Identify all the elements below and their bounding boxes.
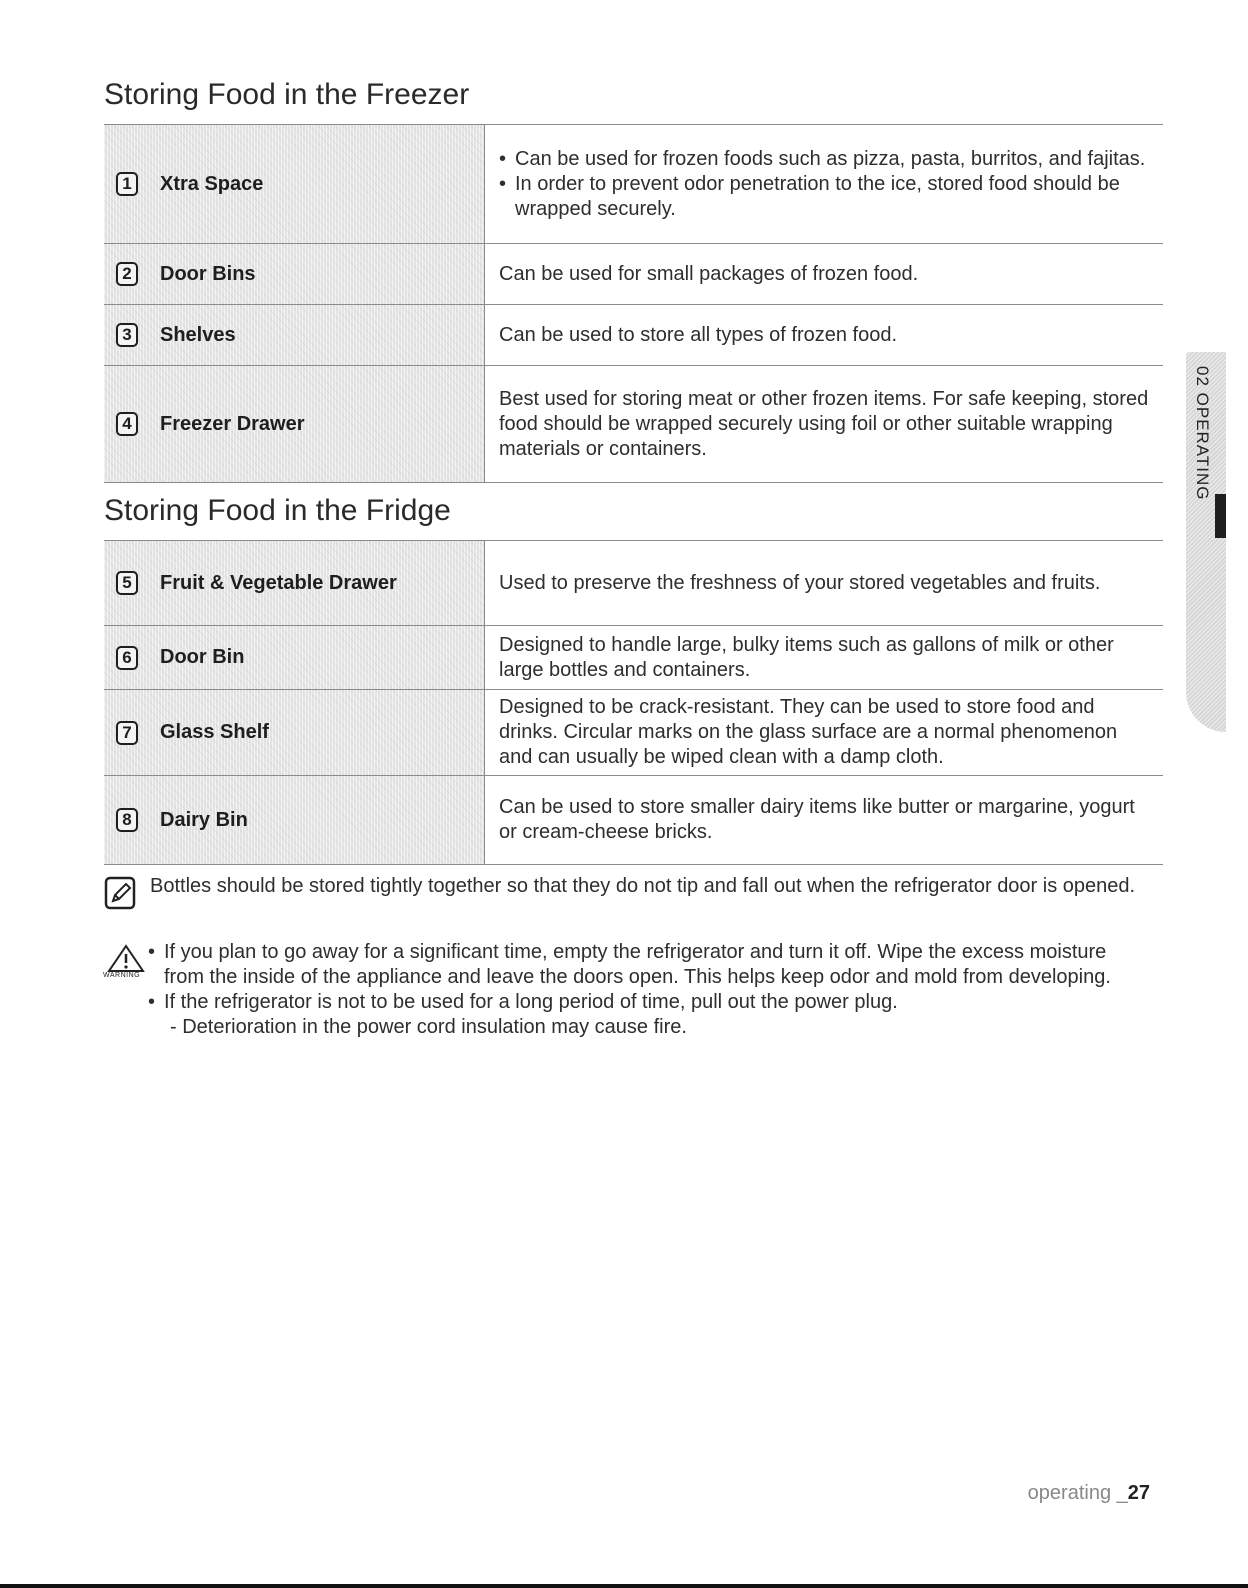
fridge-section-title: Storing Food in the Fridge [104, 494, 451, 527]
table-row [104, 305, 1163, 366]
item-description: Can be used for small packages of frozen food. [499, 262, 919, 285]
item-label-cell [104, 626, 485, 690]
table-row [104, 626, 1163, 690]
item-description: Used to preserve the freshness of your stored vegetables and fruits. [499, 571, 1101, 594]
freezer-section-title: Storing Food in the Freezer [104, 78, 470, 111]
item-label-cell [104, 541, 485, 626]
item-label-cell [104, 244, 485, 305]
item-name: Door Bins [160, 262, 256, 285]
warning-bullet: • If you plan to go away for a significant time, empty the refrigerator and turn it off. Wipe the excess moisture from the inside of the appliance and leave the doors open. This helps keep odor and mold from developing. [148, 941, 1111, 988]
table-row [104, 125, 1163, 244]
item-name: Dairy Bin [160, 808, 248, 831]
note-pencil-icon [104, 876, 136, 912]
item-description: Designed to handle large, bulky items such as gallons of milk or other large bottles and containers. [499, 633, 1114, 681]
item-name: Xtra Space [160, 172, 264, 195]
item-number: 4 [116, 412, 138, 436]
table-row [104, 690, 1163, 776]
item-label-cell [104, 366, 485, 483]
table-row [104, 366, 1163, 483]
chapter-tab-marker [1215, 494, 1226, 538]
chapter-tab-label: 02 OPERATING [1193, 366, 1212, 501]
item-name: Shelves [160, 323, 236, 346]
page-footer [1000, 1482, 1150, 1505]
item-label-cell [104, 305, 485, 366]
item-number: 8 [116, 808, 138, 832]
table-row [104, 776, 1163, 865]
bullet-item: • In order to prevent odor penetration to the ice, stored food should be wrapped securely. [499, 172, 1120, 220]
warning-sub-note: - Deterioration in the power cord insulation may cause fire. [170, 1016, 687, 1038]
table-row [104, 541, 1163, 626]
item-name: Door Bin [160, 646, 245, 668]
item-number: 6 [116, 646, 138, 670]
item-label-cell [104, 125, 485, 244]
bottom-rule [0, 1584, 1248, 1588]
item-name: Freezer Drawer [160, 412, 305, 435]
page-number: 27 [1127, 1482, 1150, 1504]
item-label-cell [104, 776, 485, 865]
item-description: Designed to be crack-resistant. They can be used to store food and drinks. Circular marks on the glass surface are a normal phenomenon and can usually be wiped clean with a damp cloth. [499, 696, 1118, 768]
item-number: 1 [116, 172, 138, 196]
item-label-cell [104, 690, 485, 776]
table-row [104, 244, 1163, 305]
footer-section: operating _ [1027, 1482, 1128, 1504]
item-description: Can be used to store smaller dairy items like butter or margarine, yogurt or cream-cheese bricks. [499, 796, 1135, 843]
bullet-item: • Can be used for frozen foods such as pizza, pasta, burritos, and fajitas. [499, 147, 1146, 170]
warning-bullet: • If the refrigerator is not to be used for a long period of time, pull out the power plug. [148, 991, 898, 1013]
item-number: 5 [116, 571, 138, 595]
warning-list [148, 940, 1148, 1040]
note-text: Bottles should be stored tightly together so that they do not tip and fall out when the refrigerator door is opened. [150, 875, 1136, 897]
item-description: Can be used to store all types of frozen food. [499, 323, 898, 346]
item-name: Fruit & Vegetable Drawer [160, 571, 397, 594]
item-name: Glass Shelf [160, 721, 269, 743]
item-number: 3 [116, 323, 138, 347]
item-description [485, 125, 1164, 244]
fridge-table [104, 540, 1163, 865]
item-number: 2 [116, 262, 138, 286]
item-description: Best used for storing meat or other frozen items. For safe keeping, stored food should be wrapped securely using foil or other suitable wrapping materials or containers. [499, 387, 1149, 460]
item-number: 7 [116, 721, 138, 745]
warning-label: WARNING [103, 972, 141, 979]
freezer-table [104, 124, 1163, 483]
